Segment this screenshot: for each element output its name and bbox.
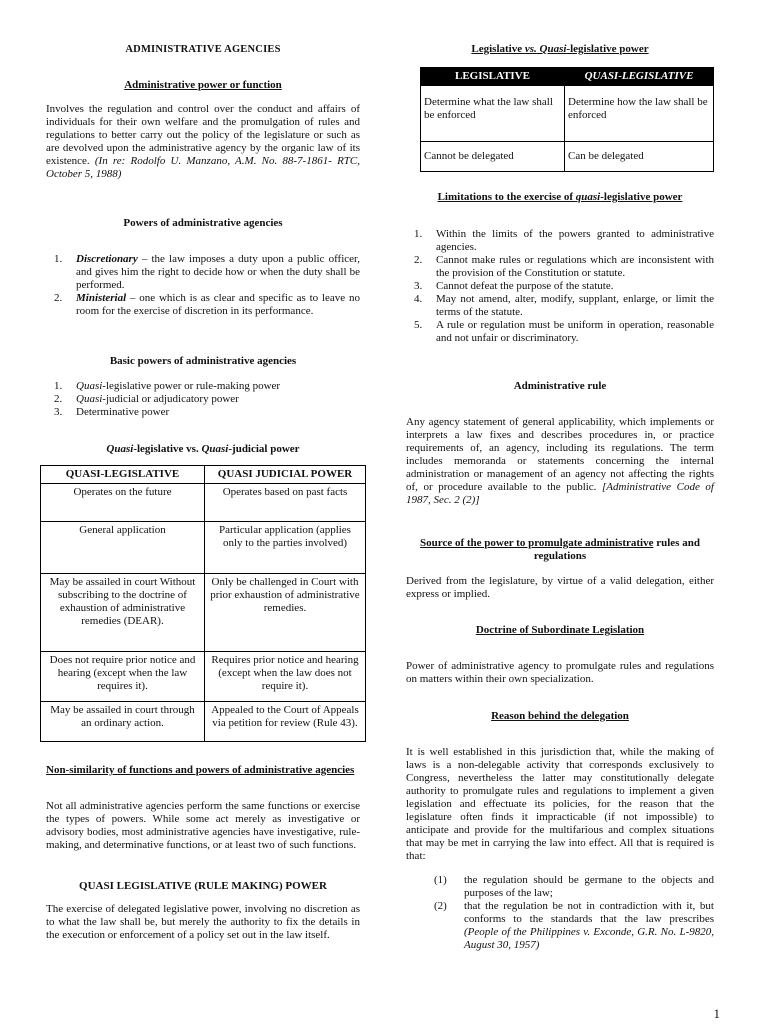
- limits-list: [406, 228, 714, 345]
- heading-part: -legislative power: [600, 191, 683, 203]
- list-item: [46, 406, 360, 419]
- heading-part: -legislative vs.: [133, 443, 202, 455]
- page-number: 1: [713, 1006, 720, 1021]
- table-cell: Particular application (applies only to the parties involved): [205, 522, 366, 574]
- list-number: 2.: [54, 393, 63, 405]
- nonsim-paragraph: Not all administrative agencies perform the same functions or exercise the types of powers. While some act merely as investigative or advisory bodies, most administrative agencies have investigative, rule-making, and determinative functions, or at least two of such functions.: [46, 800, 360, 851]
- table-row: [41, 522, 366, 574]
- heading-part: vs. Quasi: [524, 43, 567, 55]
- heading-part: Source of the power to promulgate administrative: [420, 537, 654, 549]
- table-cell: Requires prior notice and hearing (except when the law does not require it).: [205, 652, 366, 702]
- list-number: 1.: [54, 380, 63, 392]
- definition: – one which is as clear and specific as to leave no room for the exercise of discretion in its performance.: [76, 292, 360, 317]
- list-item: [434, 900, 714, 952]
- list-text: the regulation should be germane to the objects and purposes of the law;: [464, 874, 714, 899]
- list-item: [46, 393, 360, 406]
- table-header: QUASI-LEGISLATIVE: [41, 466, 205, 484]
- nonsim-heading: Non-similarity of functions and powers of administrative agencies: [46, 764, 355, 776]
- table-row: [421, 86, 714, 142]
- list-item: [406, 228, 714, 254]
- list-number: 3.: [414, 280, 423, 292]
- table-cell: May be assailed in court through an ordinary action.: [41, 702, 205, 742]
- table-cell: General application: [41, 522, 205, 574]
- list-citation: (People of the Philippines v. Exconde, G.R. No. L-9820, August 30, 1957): [464, 926, 714, 951]
- compare-heading: [46, 443, 360, 456]
- lq-heading: [406, 43, 714, 56]
- page-title: ADMINISTRATIVE AGENCIES: [125, 44, 281, 55]
- list-text: Within the limits of the powers granted to administrative agencies.: [436, 228, 714, 253]
- table-cell: Only be challenged in Court with prior exhaustion of administrative remedies.: [205, 574, 366, 652]
- table-cell: Operates based on past facts: [205, 484, 366, 522]
- list-text: Cannot defeat the purpose of the statute.: [436, 280, 614, 292]
- admin-power-citation: (In re: Rodolfo U. Manzano, A.M. No. 88-7-1861- RTC, October 5, 1988): [46, 155, 360, 180]
- heading-part: rules and regulations: [533, 537, 700, 562]
- heading-part: -legislative power: [566, 43, 649, 55]
- list-text: Cannot make rules or regulations which are inconsistent with the provision of the Constitution or statute.: [436, 254, 714, 279]
- term: Discretionary: [76, 253, 138, 265]
- list-number: 3.: [54, 406, 63, 418]
- list-number: (1): [434, 874, 447, 886]
- basic-powers-heading: Basic powers of administrative agencies: [109, 355, 297, 367]
- list-item: [406, 280, 714, 293]
- limits-heading: [406, 191, 714, 204]
- table-cell: Appealed to the Court of Appeals via petition for review (Rule 43).: [205, 702, 366, 742]
- table-cell: Determine what the law shall be enforced: [421, 86, 565, 142]
- list-number: 5.: [414, 319, 423, 331]
- list-item: [46, 380, 360, 393]
- reason-heading: Reason behind the delegation: [491, 710, 629, 722]
- table-header: QUASI JUDICIAL POWER: [205, 466, 366, 484]
- list-number: 2.: [414, 254, 423, 266]
- list-item: [406, 254, 714, 280]
- table-row: [41, 484, 366, 522]
- admin-rule-citation: [Administrative Code of 1987, Sec. 2 (2)]: [406, 481, 714, 506]
- list-text: May not amend, alter, modify, supplant, enlarge, or limit the terms of the statute.: [436, 293, 714, 318]
- list-item: [406, 293, 714, 319]
- italic-term: Quasi: [76, 393, 103, 405]
- heading-part: Legislative: [471, 43, 525, 55]
- list-number: 1.: [54, 253, 63, 265]
- table-row: [41, 702, 366, 742]
- list-item: [46, 253, 360, 292]
- powers-list: [46, 253, 360, 318]
- heading-part: Quasi: [201, 443, 229, 455]
- list-item: [406, 319, 714, 345]
- requirements-list: [434, 874, 714, 952]
- table-header: LEGISLATIVE: [421, 68, 565, 86]
- subordinate-heading: Doctrine of Subordinate Legislation: [475, 624, 645, 636]
- quasi-compare-table: [40, 465, 366, 742]
- table-cell: Cannot be delegated: [421, 142, 565, 172]
- list-item: [434, 874, 714, 900]
- table-cell: Does not require prior notice and hearing (except when the law requires it).: [41, 652, 205, 702]
- table-cell: Determine how the law shall be enforced: [565, 86, 714, 142]
- list-number: 2.: [54, 292, 63, 304]
- source-heading: [406, 537, 714, 563]
- list-item: [46, 292, 360, 318]
- table-cell: May be assailed in court Without subscribing to the doctrine of exhaustion of administrative remedies (DEAR).: [41, 574, 205, 652]
- list-number: 4.: [414, 293, 423, 305]
- admin-rule-heading: Administrative rule: [513, 380, 607, 392]
- ql-paragraph: The exercise of delegated legislative power, involving no discretion as to what the law shall be, but merely the authority to fix the details in the execution or enforcement of a policy set out in the law itself.: [46, 903, 360, 941]
- basic-powers-list: [46, 380, 360, 419]
- heading-part: Limitations to the exercise of: [437, 191, 576, 203]
- table-header: [565, 68, 714, 86]
- heading-part: quasi: [575, 191, 601, 203]
- list-text: -judicial or adjudicatory power: [102, 393, 239, 405]
- list-text: that the regulation be not in contradiction with it, but conforms to the standards that the law prescribes: [464, 900, 714, 925]
- definition: – the law imposes a duty upon a public officer, and gives him the right to decide how or when the duty shall be performed.: [76, 253, 360, 291]
- heading-part: -judicial power: [228, 443, 300, 455]
- lq-table-wrap: [420, 67, 714, 172]
- italic-term: Quasi: [76, 380, 103, 392]
- term: Ministerial: [76, 292, 127, 304]
- compare-table-wrap: [40, 465, 366, 742]
- list-number: (2): [434, 900, 447, 912]
- list-number: 1.: [414, 228, 423, 240]
- ql-heading: QUASI LEGISLATIVE (RULE MAKING) POWER: [79, 880, 327, 892]
- list-text: -legislative power or rule-making power: [102, 380, 281, 392]
- admin-rule-paragraph: [406, 416, 714, 507]
- subordinate-paragraph: Power of administrative agency to promulgate rules and regulations on matters within their own specialization.: [406, 660, 714, 685]
- powers-heading: Powers of administrative agencies: [123, 217, 283, 229]
- table-row: [41, 652, 366, 702]
- table-row: [421, 142, 714, 172]
- source-paragraph: Derived from the legislature, by virtue of a valid delegation, either express or implied.: [406, 575, 714, 600]
- heading-part: Quasi: [106, 443, 134, 455]
- admin-power-paragraph: [46, 103, 360, 181]
- admin-power-text: Involves the regulation and control over the conduct and affairs of individuals for their own welfare and the promulgation of rules and regulations to better carry out the policy of the legislature or such as are devolved upon the administrative agency by the organic law of its existence.: [46, 103, 360, 167]
- table-cell: Operates on the future: [41, 484, 205, 522]
- legislative-compare-table: [420, 67, 714, 172]
- admin-power-heading: Administrative power or function: [124, 79, 282, 91]
- admin-rule-text: Any agency statement of general applicability, which implements or interprets a law fixes and describes procedures in, or practice requirements of, an agency, including its regulations. The term includes memoranda or statements concerning the internal administration or management of an agency not affecting the rights of, or procedure available to the public.: [406, 416, 714, 493]
- list-text: A rule or regulation must be uniform in operation, reasonable and not unfair or discriminatory.: [436, 319, 714, 344]
- header-text: QUASI-LEGISLATIVE: [584, 70, 694, 82]
- table-cell: Can be delegated: [565, 142, 714, 172]
- list-text: Determinative power: [76, 406, 170, 418]
- table-row: [41, 574, 366, 652]
- reason-paragraph: It is well established in this jurisdiction that, while the making of laws is a non-delegable activity that corresponds exclusively to Congress, nevertheless the latter may constitutionally delegate authority to promulgate rules and regulations to implement a given legislation and effectuate its policies, for the reason that the legislature often finds it impracticable (if not impossible) to anticipate and provide for the multifarious and complex situations that may be met in carrying the law into effect. All that is required is that:: [406, 746, 714, 862]
